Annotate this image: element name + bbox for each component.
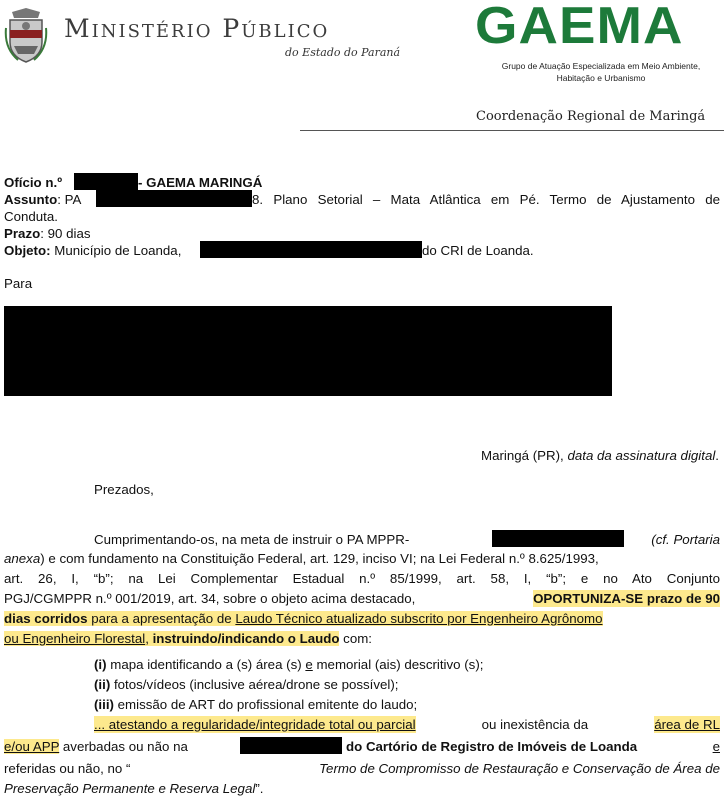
oficio-label: Ofício n.º	[4, 175, 63, 190]
item2-label: (ii)	[94, 677, 111, 692]
p1-line6	[4, 630, 372, 647]
item1-end: memorial (ais) descritivo (s);	[312, 657, 484, 672]
place-date-italic: data da assinatura digital	[567, 448, 716, 463]
item3-label: (iii)	[94, 697, 114, 712]
assunto-text-line1: 8. Plano Setorial – Mata Atlântica em Pé. Termo de Ajustamento de	[252, 192, 720, 207]
place-date-end: .	[715, 448, 719, 463]
l4-end: ”.	[255, 781, 264, 796]
item4-underline2: área de RL	[654, 717, 720, 732]
prazo-value: : 90 dias	[40, 226, 91, 241]
item4-line	[94, 716, 720, 733]
recipient-redaction-block	[4, 306, 612, 396]
list-item	[94, 696, 417, 713]
p1-line6-underline: ou Engenheiro Florestal	[4, 631, 146, 646]
redaction-bar	[492, 530, 624, 547]
redaction-bar	[74, 173, 138, 190]
objeto-line	[4, 242, 181, 259]
para-label: Para	[4, 276, 33, 291]
assunto-label: Assunto	[4, 192, 58, 207]
p1-line6-comma: ,	[145, 631, 149, 646]
gaema-subtitle	[480, 60, 722, 84]
item4-underline: ... atestando a regularidade/integridade total ou parcial	[94, 717, 416, 732]
objeto-label: Objeto:	[4, 243, 51, 258]
l2-underline: e/ou APP	[4, 739, 60, 754]
l2-e: e	[712, 739, 720, 754]
p1-line3: art. 26, I, “b”; na Lei Complementar Estadual n.º 85/1999, art. 58, I, “b”; e no Ato Conjunto	[4, 571, 720, 586]
item4-mid: ou inexistência da	[481, 717, 589, 732]
p1-line6-end: com:	[339, 631, 372, 646]
place-date	[481, 447, 719, 464]
l3-start: referidas ou não, no “	[4, 761, 131, 776]
letterhead	[0, 0, 727, 135]
l2-start	[4, 738, 188, 755]
assunto-prefix: : PA	[57, 192, 82, 207]
p1-line1-start: Cumprimentando-os, na meta de instruir o PA MPPR-	[94, 532, 410, 547]
item1-text: mapa identificando a (s) área (s)	[106, 657, 306, 672]
l4-line	[4, 780, 263, 797]
place-date-prefix: Maringá (PR),	[481, 448, 568, 463]
redaction-bar	[200, 241, 422, 258]
item1-e: e	[305, 657, 313, 672]
p1-line5-underline: Laudo Técnico atualizado subscrito por Engenheiro Agrônomo	[235, 611, 603, 626]
header-divider	[300, 130, 724, 131]
oficio-line	[4, 174, 62, 191]
gaema-subtitle-line2: Habitação e Urbanismo	[556, 73, 646, 83]
list-item	[94, 656, 483, 673]
oficio-suffix: - GAEMA MARINGÁ	[138, 175, 263, 190]
item3-text: emissão de ART do profissional emitente do laudo;	[113, 697, 418, 712]
gaema-subtitle-line1: Grupo de Atuação Especializada em Meio Ambiente,	[501, 61, 701, 71]
p1-line4	[4, 590, 720, 607]
l4-italic: Preservação Permanente e Reserva Legal	[4, 781, 256, 796]
p1-line2-italic: anexa	[4, 551, 41, 566]
item1-label: (i)	[94, 657, 107, 672]
p1-line1-cf: (cf. Portaria	[651, 532, 720, 547]
p1-line4-start: PGJ/CGMPPR n.º 001/2019, art. 34, sobre o objeto acima destacado,	[4, 591, 416, 606]
p1-line5-mid: para a apresentação de	[87, 611, 236, 626]
greeting: Prezados,	[94, 482, 154, 497]
l2-mid: averbadas ou não na	[59, 739, 188, 754]
p1-line6-bold: instruindo/indicando o Laudo	[152, 631, 340, 646]
objeto-suffix: do CRI de Loanda.	[422, 243, 534, 258]
assunto-line	[4, 191, 81, 208]
l3-italic: Termo de Compromisso de Restauração e Conservação de Área de	[319, 761, 720, 776]
prazo-label: Prazo	[4, 226, 41, 241]
p1-line2-text: ) e com fundamento na Constituição Federal, art. 129, inciso VI; na Lei Federal n.º 8.625/1993,	[40, 551, 599, 566]
prazo-line	[4, 225, 91, 242]
ministerio-publico-subtitle: do Estado do Paraná	[285, 46, 401, 59]
list-item	[94, 676, 399, 693]
redaction-bar	[96, 190, 252, 207]
item2-text: fotos/vídeos (inclusive aérea/drone se possível);	[110, 677, 399, 692]
coordination-title: Coordenação Regional de Maringá	[476, 109, 706, 124]
redaction-bar	[240, 737, 342, 754]
l2-end	[346, 738, 720, 755]
gaema-logo: GAEMA	[475, 0, 684, 55]
l2-bold: do Cartório de Registro de Imóveis de Loanda	[346, 739, 638, 754]
p1-line5-bold: dias corridos	[4, 611, 88, 626]
ministerio-publico-title: Ministério Público	[64, 14, 330, 43]
p1-line2	[4, 550, 599, 567]
p1-line4-bold: OPORTUNIZA-SE prazo de 90	[533, 591, 720, 606]
p1-line5	[4, 610, 720, 627]
l3-line	[4, 760, 720, 777]
objeto-prefix: Município de Loanda,	[50, 243, 182, 258]
coat-of-arms-icon	[4, 8, 48, 64]
assunto-text-line2: Conduta.	[4, 209, 58, 224]
